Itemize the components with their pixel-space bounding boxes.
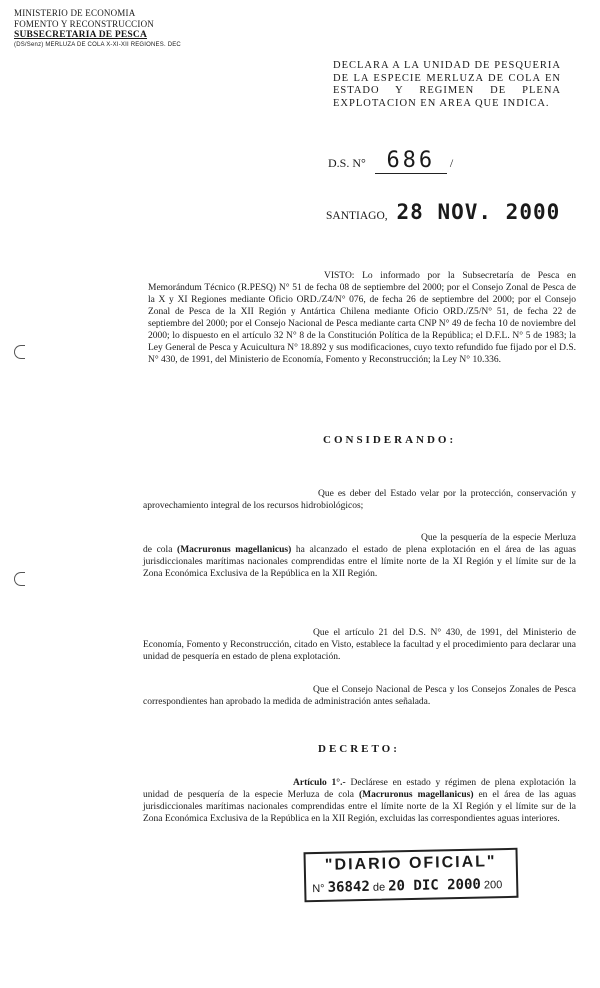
decree-number-line — [328, 148, 453, 174]
considerando-p4-text: Que el Consejo Nacional de Pesca y los Consejos Zonales de Pesca correspondientes han aprobado la medida de administración antes señalada. — [143, 685, 576, 707]
decree-number: 686 — [375, 148, 447, 174]
letterhead-ministry-sub: FOMENTO Y RECONSTRUCCION — [14, 19, 154, 29]
letterhead-file-ref: (DS/Senz) MERLUZA DE COLA X-XI-XII REGIONES. DEC — [14, 42, 181, 48]
article-1-paragraph — [143, 777, 576, 825]
considerando-heading: CONSIDERANDO: — [323, 434, 457, 446]
date-place: SANTIAGO, — [326, 210, 388, 222]
letterhead-ministry: MINISTERIO DE ECONOMIA — [14, 8, 136, 18]
article-1-label: Artículo 1°.- — [293, 778, 346, 788]
letterhead-subsecretaria: SUBSECRETARIA DE PESCA — [14, 30, 148, 40]
decree-title: DECLARA A LA UNIDAD DE PESQUERIA DE LA ESPECIE MERLUZA DE COLA EN ESTADO Y REGIMEN DE PLENA EXPLOTACION EN AREA QUE INDICA. — [333, 60, 561, 109]
visto-text: Lo informado por la Subsecretaría de Pesca en Memorándum Técnico (R.PESQ) N° 51 de fecha 08 de septiembre del 2000; por el Consejo Zonal de Pesca de la X y XI Regiones mediante Oficio ORD./Z4/N° 076, de fecha 26 de septiembre del 2000; por el Consejo Zonal de Pesca de la XII Región y Antártica Chilena mediante Oficio ORD./Z5/N° 51, de fecha 22 de septiembre del 2000; por el Consejo Nacional de Pesca mediante carta CNP N° 49 de fecha 10 de noviembre del 2000; lo dispuesto en el artículo 32 N° 8 de la Constitución Política de la República; el D.F.L. N° 5 de 1983; la Ley General de Pesca y Acuicultura N° 18.892 y sus modificaciones, cuyo texto refundido fue fijado por el D.S. N° 430, de 1991, del Ministerio de Economía, Fomento y Reconstrucción; la Ley N° 10.336. — [148, 271, 576, 365]
stamp-date: 20 DIC 2000 — [388, 876, 482, 895]
stamp-de-label: de — [372, 881, 386, 894]
visto-label: VISTO: — [324, 271, 355, 281]
stamp-number: 36842 — [327, 878, 370, 896]
considerando-p3-text: Que el artículo 21 del D.S. N° 430, de 1991, del Ministerio de Economía, Fomento y Reconstrucción, citado en Visto, establece la facultad y el procedimiento para declarar una unidad de pesquería en estado de plena explotación. — [143, 628, 576, 662]
decreto-heading: DECRETO: — [318, 743, 400, 755]
decree-date-line — [326, 200, 560, 224]
stamp-suffix: 200 — [483, 879, 503, 892]
punch-hole-mark — [14, 572, 25, 586]
considerando-paragraph-3 — [143, 627, 576, 663]
considerando-p1-text: Que es deber del Estado velar por la protección, conservación y aprovechamiento integral de los recursos hidrobiológicos; — [143, 489, 576, 511]
date-stamp: 28 NOV. 2000 — [396, 200, 561, 224]
stamp-detail-line — [312, 876, 502, 896]
considerando-paragraph-1 — [143, 488, 576, 512]
article-1-start: Declárese en estado y régimen de plena explotación la unidad de pesquería de la especie Merluza de cola — [143, 778, 577, 800]
article-1-rest: en el área de las aguas jurisdiccionales marítimas nacionales comprendidas entre el límite norte de la XI Región y el límite sur de la Zona Económica Exclusiva de la República en la XII Región, excluidas las correspondientes aguas interiores. — [143, 790, 576, 824]
punch-hole-mark — [14, 345, 25, 359]
diario-oficial-stamp — [303, 848, 518, 902]
considerando-paragraph-2 — [143, 532, 576, 580]
considerando-p2-start: Que la pesquería de la especie Merluza de cola — [143, 533, 576, 555]
stamp-title: "DIARIO OFICIAL" — [324, 853, 497, 874]
visto-paragraph — [148, 270, 576, 366]
stamp-no-label: N° — [312, 882, 325, 896]
decree-number-suffix: / — [449, 156, 454, 170]
decree-number-label: D.S. N° — [328, 156, 366, 170]
considerando-paragraph-4 — [143, 684, 576, 708]
article-species-name: (Macruronus magellanicus) — [358, 790, 474, 800]
species-name: (Macruronus magellanicus) — [177, 545, 292, 555]
letterhead — [14, 8, 181, 49]
considerando-p2-rest: ha alcanzado el estado de plena explotación en el área de las aguas jurisdiccionales marítimas nacionales comprendidas entre el límite norte de la XI Región y el límite sur de la Zona Económica Exclusiva de la República en la XII Región. — [143, 545, 576, 579]
